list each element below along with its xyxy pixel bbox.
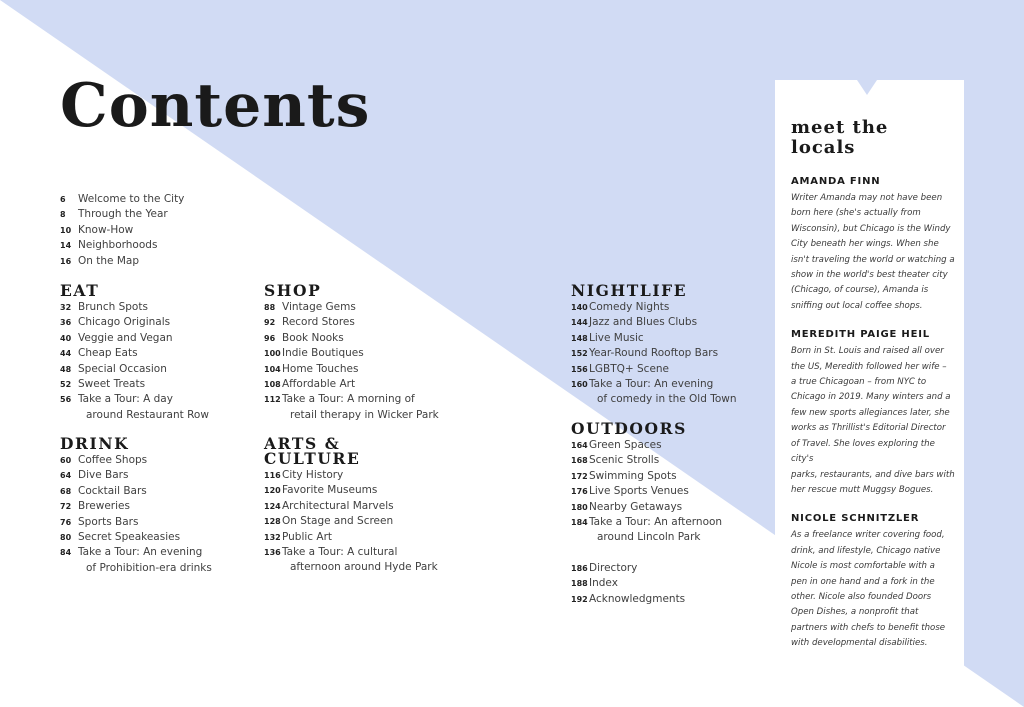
entry-title-line: Take a Tour: An afternoon — [589, 516, 723, 529]
entry-title-line: Nearby Getaways — [589, 500, 683, 513]
local-profile — [791, 175, 956, 314]
page-number: 76 — [60, 517, 72, 527]
sidebar-title-line1: meet the — [791, 117, 889, 138]
toc-entry — [60, 484, 260, 499]
entry-title-line: LGBTQ+ Scene — [589, 362, 670, 375]
toc-entry — [60, 238, 260, 253]
toc-entry — [264, 530, 464, 545]
entry-title-line: Chicago Originals — [78, 316, 171, 329]
sidebar-title — [791, 118, 956, 158]
toc-entry — [571, 500, 771, 515]
entry-title — [589, 592, 685, 607]
sidebar-content — [791, 118, 956, 666]
entry-title-continuation: around Restaurant Row — [86, 408, 209, 421]
page-number: 132 — [264, 532, 281, 542]
toc-entry — [571, 453, 771, 468]
toc-entry — [571, 300, 771, 315]
page-number: 120 — [264, 486, 281, 496]
toc-entry — [60, 515, 260, 530]
toc-entry — [264, 300, 464, 315]
entry-title — [78, 484, 147, 499]
entry-title — [589, 515, 722, 546]
page-number: 168 — [571, 456, 588, 466]
toc-entry — [571, 362, 771, 377]
entry-title-line: Swimming Spots — [589, 469, 677, 482]
toc-entry — [571, 346, 771, 361]
page-number: 104 — [264, 364, 281, 374]
toc-column-arts — [264, 436, 464, 576]
local-name: MEREDITH PAIGE HEIL — [791, 329, 930, 341]
page-number: 188 — [571, 579, 588, 589]
entry-title-continuation: retail therapy in Wicker Park — [290, 408, 439, 421]
toc-entry — [60, 315, 260, 330]
page-number: 84 — [60, 548, 72, 558]
toc-entry — [571, 469, 771, 484]
page-number: 32 — [60, 303, 72, 312]
section-heading-drink: DRINK — [60, 434, 130, 453]
entry-title-continuation: of Prohibition-era drinks — [86, 561, 212, 574]
entry-title — [282, 315, 355, 330]
entry-title — [589, 500, 682, 515]
entry-title — [589, 576, 618, 591]
entry-title-line: Favorite Museums — [282, 484, 378, 497]
entry-title — [282, 392, 439, 423]
toc-entry — [571, 576, 771, 591]
nightlife-list — [571, 300, 771, 408]
entry-title-line: Veggie and Vegan — [78, 331, 173, 344]
page-number: 140 — [571, 303, 588, 312]
page-number: 184 — [571, 518, 588, 528]
entry-title-line: Sweet Treats — [78, 378, 146, 391]
toc-entry — [571, 484, 771, 499]
entry-title-line: Affordable Art — [282, 378, 356, 391]
toc-entry — [60, 300, 260, 315]
entry-title-line: On the Map — [78, 254, 139, 267]
toc-back-matter — [571, 561, 771, 607]
local-bio: As a freelance writer covering food, drink, and lifestyle, Chicago native Nicole is most comfortable with a pen in one hand and a fork in the other. Nicole also founded Doors Open Dishes, a nonprofit that partners with chefs to benefit those with developmental disabilities. — [791, 530, 946, 649]
arts-list — [264, 468, 464, 576]
local-profile — [791, 512, 956, 651]
page-number: 6 — [60, 195, 66, 204]
entry-title — [78, 392, 209, 423]
entry-title-line: Scenic Strolls — [589, 454, 660, 467]
toc-column-nightlife — [571, 283, 771, 408]
local-profile — [791, 328, 956, 498]
shop-list — [264, 300, 464, 423]
entry-title — [589, 438, 662, 453]
page-number: 172 — [571, 471, 588, 481]
toc-entry — [571, 438, 771, 453]
entry-title — [282, 346, 364, 361]
page-number: 100 — [264, 349, 281, 359]
entry-title — [78, 238, 157, 253]
page-number: 96 — [264, 333, 276, 343]
section-heading-arts-line1: ARTS & — [264, 434, 341, 453]
section-heading-nightlife: NIGHTLIFE — [571, 281, 688, 300]
page-number: 144 — [571, 318, 588, 328]
toc-entry — [60, 331, 260, 346]
entry-title — [589, 331, 644, 346]
page-number: 128 — [264, 517, 281, 527]
toc-column-shop — [264, 283, 464, 423]
entry-title-line: Know-How — [78, 223, 134, 236]
entry-title-line: City History — [282, 469, 344, 481]
toc-entry — [264, 545, 464, 576]
entry-title — [589, 377, 737, 408]
entry-title-line: Welcome to the City — [78, 193, 185, 205]
entry-title-line: Public Art — [282, 530, 333, 543]
entry-title — [78, 453, 147, 468]
toc-entry — [60, 254, 260, 269]
entry-title — [282, 545, 438, 576]
page-number: 156 — [571, 364, 588, 374]
entry-title — [282, 483, 377, 498]
entry-title-line: Live Music — [589, 331, 644, 344]
intro-list — [60, 192, 260, 269]
entry-title-line: Acknowledgments — [589, 592, 686, 605]
toc-entry — [60, 453, 260, 468]
entry-title-line: On Stage and Screen — [282, 515, 394, 528]
toc-entry — [60, 392, 260, 423]
entry-title — [78, 223, 133, 238]
toc-entry — [60, 499, 260, 514]
page-number: 112 — [264, 395, 281, 405]
page-number: 176 — [571, 487, 588, 497]
section-heading-outdoors: OUTDOORS — [571, 419, 687, 438]
toc-entry — [571, 515, 771, 546]
page-number: 48 — [60, 364, 72, 374]
page-number: 160 — [571, 380, 588, 390]
page-number: 10 — [60, 225, 72, 235]
toc-entry — [571, 331, 771, 346]
entry-title-line: Cocktail Bars — [78, 484, 147, 497]
toc-entry — [264, 468, 464, 483]
entry-title — [282, 331, 344, 346]
page-number: 40 — [60, 333, 72, 343]
entry-title-line: Secret Speakeasies — [78, 531, 181, 544]
entry-title-line: Cheap Eats — [78, 347, 138, 360]
meet-the-locals-sidebar — [775, 80, 964, 680]
toc-entry — [60, 362, 260, 377]
entry-title — [282, 468, 343, 483]
page-number: 72 — [60, 502, 72, 512]
entry-title-line: Through the Year — [78, 208, 168, 221]
entry-title-line: Brunch Spots — [78, 301, 148, 313]
entry-title-line: Architectural Marvels — [282, 499, 394, 512]
entry-title-line: Book Nooks — [282, 331, 344, 344]
eat-list — [60, 300, 260, 423]
toc-entry — [264, 331, 464, 346]
local-bio: Born in St. Louis and raised all over the US, Meredith followed her wife – a true Chicagoan – from NYC to Chicago in 2019. Many winters and a few new sports allegiances later, she works as Thrillist's Editorial Director of Travel. She loves exploring the city's parks, restaurants, and dive bars with her rescue mutt Muggsy Bogues. — [791, 346, 955, 495]
page-number: 192 — [571, 594, 588, 604]
toc-entry — [571, 377, 771, 408]
page-number: 164 — [571, 441, 588, 450]
entry-title-line: Breweries — [78, 500, 130, 513]
page-number: 88 — [264, 303, 276, 312]
entry-title-line: Take a Tour: A morning of — [282, 393, 415, 406]
entry-title-line: Green Spaces — [589, 439, 662, 451]
entry-title-continuation: of comedy in the Old Town — [597, 393, 737, 406]
entry-title-line: Record Stores — [282, 316, 355, 329]
entry-title — [589, 561, 637, 576]
entry-title — [78, 346, 138, 361]
toc-entry — [571, 592, 771, 607]
entry-title-continuation: afternoon around Hyde Park — [290, 561, 438, 574]
entry-title-line: Directory — [589, 562, 638, 574]
entry-title — [78, 530, 180, 545]
section-heading-shop: SHOP — [264, 281, 322, 300]
toc-entry — [60, 192, 260, 207]
entry-title — [282, 499, 394, 514]
entry-title-line: Index — [589, 577, 618, 590]
toc-entry — [60, 207, 260, 222]
entry-title — [78, 468, 128, 483]
section-heading-arts-line2: CULTURE — [264, 449, 361, 468]
entry-title — [78, 377, 145, 392]
toc-entry — [60, 377, 260, 392]
drink-list — [60, 453, 260, 576]
entry-title-line: Live Sports Venues — [589, 485, 689, 498]
entry-title — [78, 192, 184, 207]
entry-title-line: Dive Bars — [78, 469, 129, 482]
entry-title — [589, 300, 669, 315]
toc-intro — [60, 192, 260, 269]
section-heading-eat: EAT — [60, 281, 100, 300]
toc-entry — [60, 530, 260, 545]
toc-entry — [60, 545, 260, 576]
entry-title — [589, 362, 669, 377]
page-title: Contents — [60, 71, 371, 141]
page-number: 56 — [60, 395, 72, 405]
entry-title — [282, 530, 332, 545]
toc-entry — [60, 223, 260, 238]
entry-title-line: Year-Round Rooftop Bars — [589, 347, 719, 360]
entry-title-line: Home Touches — [282, 362, 359, 375]
toc-entry — [60, 346, 260, 361]
entry-title-line: Coffee Shops — [78, 454, 148, 466]
back-matter-list — [571, 561, 771, 607]
entry-title — [78, 515, 138, 530]
entry-title-line: Take a Tour: An evening — [589, 378, 714, 391]
entry-title-line: Neighborhoods — [78, 239, 158, 252]
entry-title — [78, 362, 167, 377]
toc-entry — [264, 346, 464, 361]
page-number: 80 — [60, 533, 72, 543]
page-number: 136 — [264, 548, 281, 558]
entry-title — [78, 545, 212, 576]
entry-title — [282, 377, 355, 392]
entry-title — [78, 499, 130, 514]
toc-entry — [571, 315, 771, 330]
entry-title — [78, 331, 173, 346]
page-number: 64 — [60, 471, 72, 481]
entry-title-line: Indie Boutiques — [282, 347, 364, 360]
entry-title-line: Vintage Gems — [282, 301, 356, 313]
section-heading-arts — [264, 436, 464, 466]
toc-entry — [264, 392, 464, 423]
entry-title — [589, 315, 697, 330]
entry-title — [78, 300, 148, 315]
entry-title — [589, 346, 718, 361]
local-name: NICOLE SCHNITZLER — [791, 513, 920, 525]
page-number: 152 — [571, 349, 588, 359]
entry-title-line: Take a Tour: A day — [78, 393, 173, 406]
entry-title-line: Special Occasion — [78, 362, 167, 375]
entry-title-continuation: around Lincoln Park — [597, 531, 701, 544]
entry-title-line: Take a Tour: A cultural — [282, 546, 398, 559]
entry-title — [589, 453, 659, 468]
toc-entry — [571, 561, 771, 576]
entry-title — [282, 300, 356, 315]
toc-entry — [264, 483, 464, 498]
page-number: 108 — [264, 380, 281, 390]
page-number: 124 — [264, 501, 281, 511]
toc-entry — [264, 377, 464, 392]
entry-title — [282, 362, 358, 377]
page-number: 16 — [60, 256, 72, 266]
entry-title — [589, 484, 689, 499]
entry-title-line: Comedy Nights — [589, 301, 670, 313]
toc-entry — [264, 499, 464, 514]
entry-title — [78, 207, 168, 222]
toc-entry — [264, 514, 464, 529]
page-number: 36 — [60, 318, 72, 328]
page-number: 116 — [264, 471, 281, 480]
page-number: 92 — [264, 318, 276, 328]
local-name: AMANDA FINN — [791, 176, 881, 187]
sidebar-title-line2: locals — [791, 137, 856, 158]
toc-column-drink — [60, 436, 260, 576]
toc-entry — [60, 468, 260, 483]
page-number: 186 — [571, 564, 588, 573]
entry-title-line: Sports Bars — [78, 515, 139, 528]
toc-column-outdoors — [571, 421, 771, 546]
local-bio: Writer Amanda may not have been born here (she's actually from Wisconsin), but Chicago is the Windy City beneath her wings. When she isn't traveling the world or watching a show in the world's best theater city (Chicago, of course), Amanda is sniffing out local coffee shops. — [791, 193, 955, 311]
entry-title-line: Jazz and Blues Clubs — [589, 316, 698, 329]
page-number: 148 — [571, 333, 588, 343]
toc-entry — [264, 362, 464, 377]
outdoors-list — [571, 438, 771, 546]
entry-title — [282, 514, 393, 529]
entry-title-line: Take a Tour: An evening — [78, 546, 203, 559]
entry-title — [78, 315, 170, 330]
page-number: 44 — [60, 349, 72, 359]
page-number: 8 — [60, 210, 66, 220]
page-number: 180 — [571, 502, 588, 512]
page-number: 68 — [60, 486, 72, 496]
entry-title — [589, 469, 677, 484]
toc-entry — [264, 315, 464, 330]
page-number: 52 — [60, 380, 72, 390]
entry-title — [78, 254, 139, 269]
page-number: 60 — [60, 456, 72, 465]
page-number: 14 — [60, 241, 72, 251]
toc-column-eat-drink — [60, 283, 260, 423]
